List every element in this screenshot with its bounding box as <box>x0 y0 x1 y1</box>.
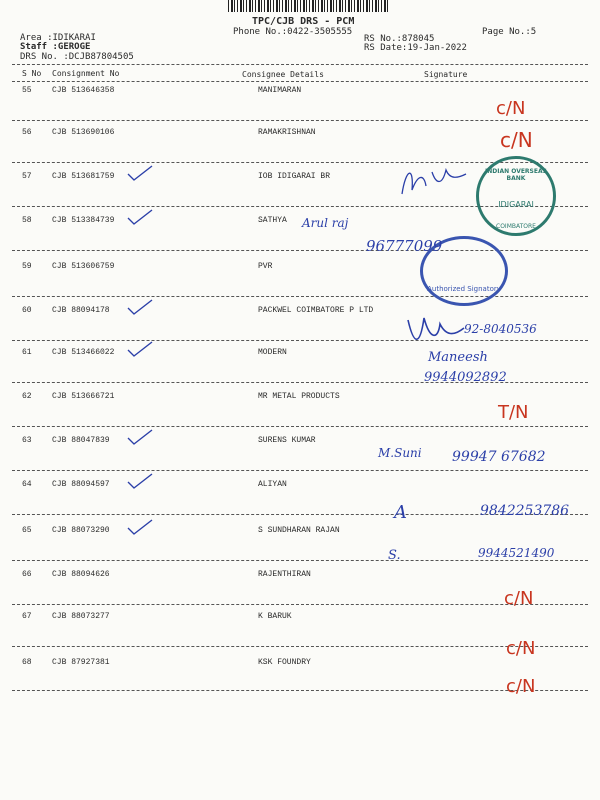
row-consignee: S SUNDHARAN RAJAN <box>258 526 340 535</box>
handwritten-note: M.Suni <box>378 446 422 460</box>
row-sno: 60 <box>22 306 32 315</box>
row-sno: 56 <box>22 128 32 137</box>
row-consignment-no: CJB 88094626 <box>52 570 110 579</box>
signature-scribble <box>396 164 476 200</box>
row-consignment-no: CJB 513666721 <box>52 392 115 401</box>
row-sno: 55 <box>22 86 32 95</box>
handwritten-note: 9842253786 <box>480 503 570 519</box>
row-consignee: IOB IDIGARAI BR <box>258 172 331 181</box>
barcode <box>228 0 388 12</box>
handwritten-note: 9944092892 <box>424 370 507 385</box>
staff-label: Staff :GEROGE <box>20 42 91 52</box>
drs-number: DRS No. :DCJB87804505 <box>20 52 134 62</box>
row-consignee: PVR <box>258 262 273 271</box>
row-sno: 64 <box>22 480 32 489</box>
row-consignment-no: CJB 88047839 <box>52 436 110 445</box>
row-sno: 59 <box>22 262 32 271</box>
area-label: Area :IDIKARAI <box>20 33 96 43</box>
row-divider <box>12 604 588 605</box>
row-divider <box>12 250 588 251</box>
check-icon <box>126 518 154 536</box>
row-consignee: RAJENTHIRAN <box>258 570 311 579</box>
handwritten-note: T/N <box>498 402 529 423</box>
row-consignee: SATHYA <box>258 216 287 225</box>
row-consignee: ALIYAN <box>258 480 287 489</box>
check-icon <box>126 208 154 226</box>
row-consignment-no: CJB 88073290 <box>52 526 110 535</box>
row-sno: 62 <box>22 392 32 401</box>
col-sno: S No <box>22 69 42 78</box>
handwritten-note: Arul raj <box>302 216 349 230</box>
handwritten-note: c/N <box>506 638 536 659</box>
row-sno: 58 <box>22 216 32 225</box>
row-consignee: MANIMARAN <box>258 86 302 95</box>
row-consignment-no: CJB 88094178 <box>52 306 110 315</box>
handwritten-note: S. <box>388 548 401 563</box>
row-divider <box>12 340 588 341</box>
row-divider <box>12 560 588 561</box>
col-consignee: Consignee Details <box>242 70 324 79</box>
row-sno: 65 <box>22 526 32 535</box>
row-divider <box>12 120 588 121</box>
row-divider <box>12 470 588 471</box>
row-consignee: K BARUK <box>258 612 292 621</box>
row-sno: 67 <box>22 612 32 621</box>
row-sno: 68 <box>22 658 32 667</box>
row-sno: 66 <box>22 570 32 579</box>
row-consignment-no: CJB 88073277 <box>52 612 110 621</box>
check-icon <box>126 428 154 446</box>
handwritten-note: c/N <box>504 588 534 609</box>
row-consignee: MR METAL PRODUCTS <box>258 392 340 401</box>
row-consignee: PACKWEL COIMBATORE P LTD <box>258 306 374 315</box>
row-consignment-no: CJB 513690106 <box>52 128 115 137</box>
row-divider <box>12 426 588 427</box>
check-icon <box>126 298 154 316</box>
check-icon <box>126 472 154 490</box>
row-consignment-no: CJB 513466022 <box>52 348 115 357</box>
row-consignee: MODERN <box>258 348 287 357</box>
row-consignment-no: CJB 88094597 <box>52 480 110 489</box>
handwritten-note: 92-8040536 <box>464 322 537 336</box>
row-divider <box>12 296 588 297</box>
row-divider <box>12 690 588 691</box>
rs-date: RS Date:19-Jan-2022 <box>364 43 467 53</box>
row-sno: 63 <box>22 436 32 445</box>
handwritten-note: A <box>394 502 407 523</box>
page-number: Page No.:5 <box>482 27 537 37</box>
row-consignment-no: CJB 513646358 <box>52 86 115 95</box>
col-consignment: Consignment No <box>52 69 120 78</box>
row-consignee: SURENS KUMAR <box>258 436 316 445</box>
phone-number: Phone No.:0422-3505555 <box>233 27 353 37</box>
check-icon <box>126 340 154 358</box>
bank-stamp: INDIAN OVERSEAS BANK IDIGARAI COIMBATORE <box>476 156 556 236</box>
handwritten-note: 9944521490 <box>478 546 555 560</box>
row-consignment-no: CJB 513606759 <box>52 262 115 271</box>
col-signature: Signature <box>424 70 468 79</box>
handwritten-note: 96777099 <box>366 237 443 255</box>
row-consignment-no: CJB 513384739 <box>52 216 115 225</box>
header-divider <box>12 64 588 65</box>
authorized-stamp: Authorized Signatory <box>420 236 508 306</box>
row-consignee: KSK FOUNDRY <box>258 658 311 667</box>
handwritten-note: c/N <box>496 98 526 119</box>
handwritten-note: Maneesh <box>428 350 488 365</box>
handwritten-note: 99947 67682 <box>452 449 546 465</box>
row-sno: 61 <box>22 348 32 357</box>
check-icon <box>126 164 154 182</box>
row-sno: 57 <box>22 172 32 181</box>
handwritten-note: c/N <box>500 128 533 152</box>
header-divider <box>12 81 588 82</box>
row-consignee: RAMAKRISHNAN <box>258 128 316 137</box>
rs-number: RS No.:878045 <box>364 34 435 44</box>
row-consignment-no: CJB 87927381 <box>52 658 110 667</box>
handwritten-note: c/N <box>506 676 536 697</box>
row-divider <box>12 646 588 647</box>
row-consignment-no: CJB 513681759 <box>52 172 115 181</box>
sheet-title: TPC/CJB DRS - PCM <box>252 16 355 27</box>
